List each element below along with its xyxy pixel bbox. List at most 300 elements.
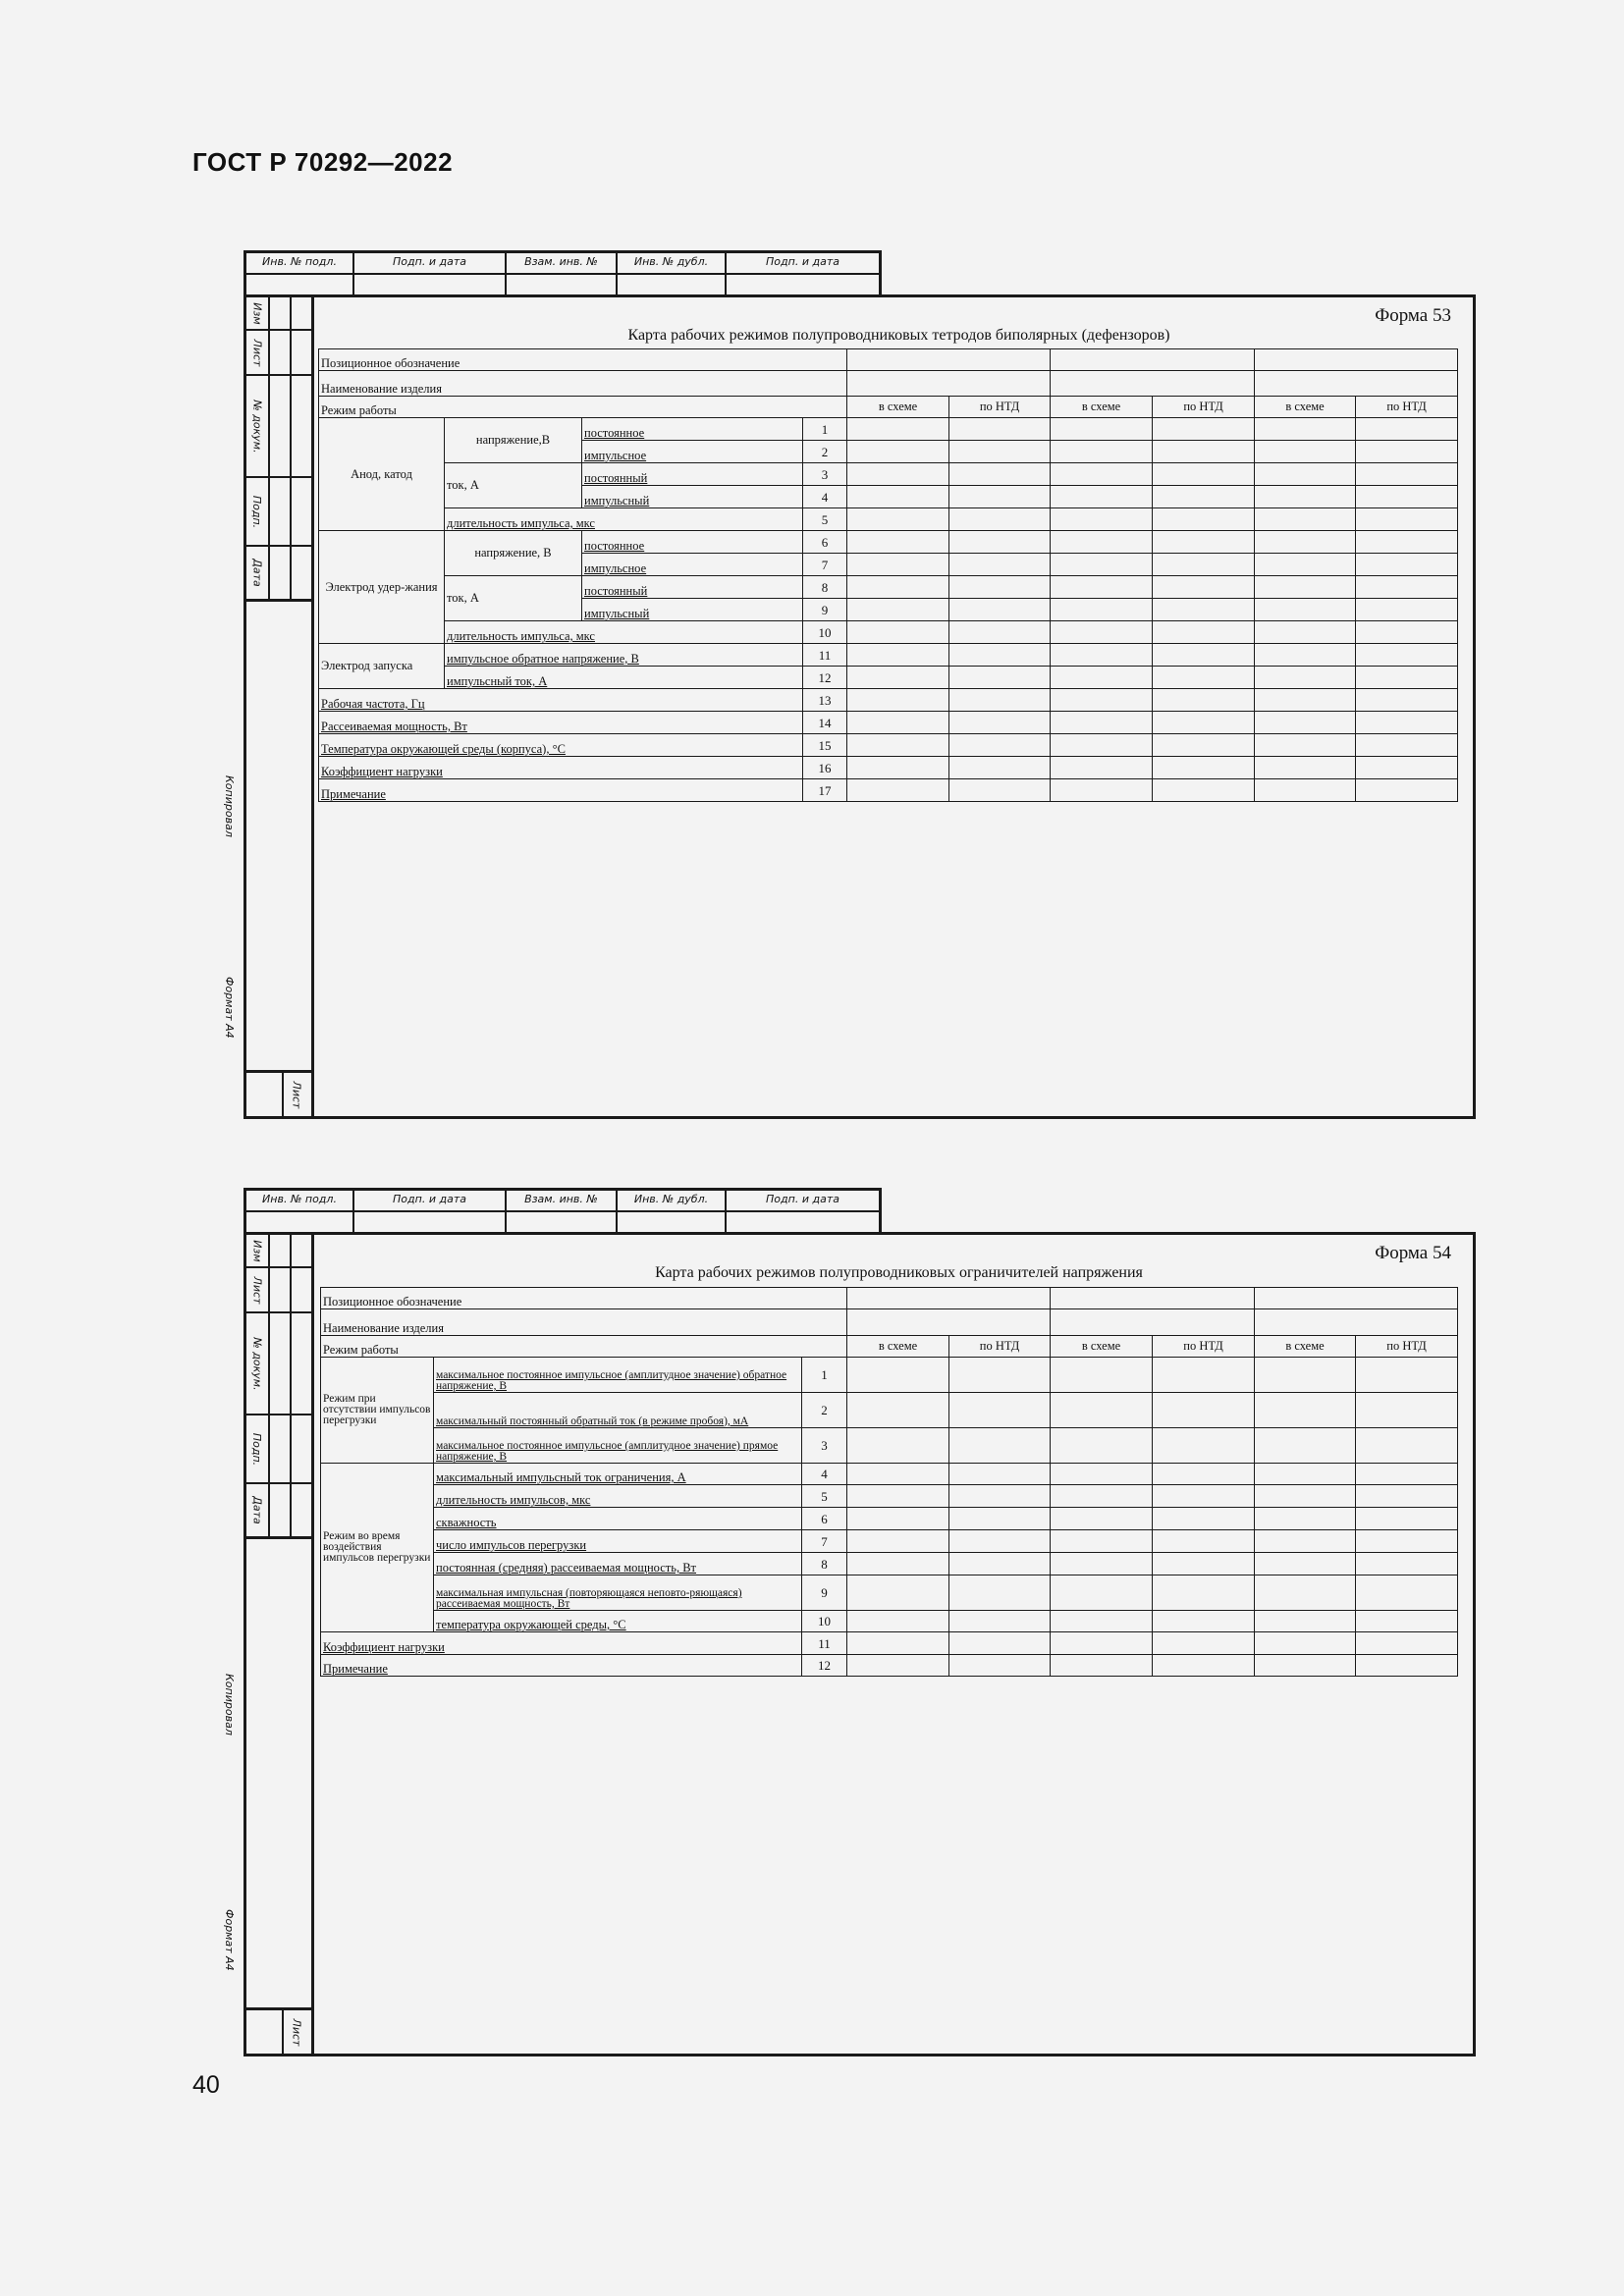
col-header: в схеме [1255, 1336, 1356, 1358]
value-cell[interactable] [1051, 689, 1153, 712]
row-number: 11 [802, 1632, 847, 1655]
margin-row [246, 1235, 311, 1268]
group-label: Анод, катод [319, 418, 445, 531]
value-cell[interactable] [1051, 1530, 1153, 1553]
value-cell[interactable] [949, 1575, 1051, 1611]
value-cell[interactable] [1153, 463, 1255, 486]
stamp-field[interactable] [507, 1210, 618, 1232]
value-cell[interactable] [949, 1464, 1051, 1485]
margin-row [246, 297, 311, 331]
value-cell[interactable] [1051, 441, 1153, 463]
value-cell[interactable] [1051, 644, 1153, 667]
value-cell[interactable] [1153, 734, 1255, 757]
value-cell[interactable] [1153, 1464, 1255, 1485]
value-cell[interactable] [847, 463, 949, 486]
stamp-field[interactable] [727, 1210, 879, 1232]
value-cell[interactable] [1051, 712, 1153, 734]
value-cell[interactable] [949, 554, 1051, 576]
row-number: 9 [803, 599, 847, 621]
col-header: в схеме [1255, 397, 1356, 418]
value-cell[interactable] [847, 1611, 949, 1632]
value-cell[interactable] [1255, 1393, 1356, 1428]
col-header: в схеме [1051, 1336, 1153, 1358]
row-label: постоянная (средняя) рассеиваемая мощность, Вт [434, 1553, 802, 1575]
value-cell[interactable] [847, 621, 949, 644]
value-cell[interactable] [1255, 1655, 1356, 1677]
col-header: по НТД [1356, 1336, 1458, 1358]
value-cell[interactable] [1356, 667, 1458, 689]
value-cell[interactable] [1051, 1508, 1153, 1530]
value-cell[interactable] [1051, 486, 1153, 508]
margin-row [246, 331, 311, 376]
header-cell: Позиционное обозначение [321, 1288, 847, 1309]
value-cell[interactable] [847, 1553, 949, 1575]
row-number: 4 [803, 486, 847, 508]
col-header: по НТД [949, 397, 1051, 418]
value-cell[interactable] [1153, 1553, 1255, 1575]
value-cell[interactable] [1255, 1358, 1356, 1393]
form-title: Карта рабочих режимов полупроводниковых ограничителей напряжения [655, 1264, 1143, 1281]
value-cell[interactable] [1255, 486, 1356, 508]
value-cell[interactable] [847, 712, 949, 734]
value-cell[interactable] [949, 1530, 1051, 1553]
row-number: 8 [803, 576, 847, 599]
group-label: Электрод удер-жания [319, 531, 445, 644]
value-cell[interactable] [1051, 1428, 1153, 1464]
value-cell[interactable] [1153, 418, 1255, 441]
sheet-label: Лист [290, 1081, 303, 1108]
value-cell[interactable] [1356, 689, 1458, 712]
margin-label: Лист [250, 1276, 264, 1304]
value-cell[interactable] [949, 599, 1051, 621]
value-cell[interactable] [1356, 1358, 1458, 1393]
value-cell[interactable] [1051, 621, 1153, 644]
header-cell: Режим работы [319, 397, 847, 418]
value-cell[interactable] [1356, 1655, 1458, 1677]
value-cell[interactable] [949, 644, 1051, 667]
value-cell[interactable] [847, 1530, 949, 1553]
margin-row [246, 478, 311, 547]
value-cell[interactable] [1051, 667, 1153, 689]
value-cell[interactable] [1255, 757, 1356, 779]
value-cell[interactable] [949, 508, 1051, 531]
value-cell[interactable] [949, 1393, 1051, 1428]
value-cell[interactable] [1153, 644, 1255, 667]
value-cell[interactable] [1356, 1393, 1458, 1428]
row-label: температура окружающей среды, °С [434, 1611, 802, 1632]
value-cell[interactable] [847, 1655, 949, 1677]
value-cell[interactable] [1051, 734, 1153, 757]
row-label: импульсное обратное напряжение, В [445, 644, 803, 667]
value-cell[interactable] [1255, 441, 1356, 463]
margin-row [246, 376, 311, 478]
value-cell[interactable] [847, 1575, 949, 1611]
value-cell[interactable] [1356, 1530, 1458, 1553]
stamp-field[interactable] [354, 273, 507, 294]
data-cell[interactable] [1255, 1309, 1458, 1336]
value-cell[interactable] [847, 554, 949, 576]
row-number: 15 [803, 734, 847, 757]
stamp-label: Инв. № подл. [246, 1191, 354, 1210]
value-cell[interactable] [1051, 418, 1153, 441]
value-cell[interactable] [1255, 1464, 1356, 1485]
value-cell[interactable] [1153, 779, 1255, 802]
value-cell[interactable] [949, 734, 1051, 757]
value-cell[interactable] [1255, 1530, 1356, 1553]
row-label: Примечание [319, 779, 803, 802]
row-number: 10 [803, 621, 847, 644]
value-cell[interactable] [1255, 667, 1356, 689]
col-header: в схеме [847, 1336, 949, 1358]
value-cell[interactable] [949, 418, 1051, 441]
stamp-label: Инв. № подл. [246, 253, 354, 273]
sheet-number-box [246, 1070, 311, 1116]
row-label: импульсное [582, 441, 803, 463]
header-cell: Наименование изделия [321, 1309, 847, 1336]
value-cell[interactable] [1356, 734, 1458, 757]
margin-row [246, 1268, 311, 1313]
value-cell[interactable] [1356, 1575, 1458, 1611]
data-cell[interactable] [1051, 1309, 1255, 1336]
value-cell[interactable] [1153, 1655, 1255, 1677]
value-cell[interactable] [1356, 712, 1458, 734]
value-cell[interactable] [847, 1358, 949, 1393]
value-cell[interactable] [949, 779, 1051, 802]
header-cell: Наименование изделия [319, 371, 847, 397]
form-title: Карта рабочих режимов полупроводниковых тетродов биполярных (дефензоров) [627, 327, 1170, 344]
value-cell[interactable] [1255, 644, 1356, 667]
value-cell[interactable] [949, 1485, 1051, 1508]
stamp-label: Подп. и дата [354, 1191, 507, 1210]
row-label: импульсный [582, 599, 803, 621]
value-cell[interactable] [1356, 554, 1458, 576]
value-cell[interactable] [847, 1485, 949, 1508]
value-cell[interactable] [1153, 554, 1255, 576]
value-cell[interactable] [847, 576, 949, 599]
value-cell[interactable] [1255, 1553, 1356, 1575]
row-number: 6 [803, 531, 847, 554]
value-cell[interactable] [1153, 1530, 1255, 1553]
value-cell[interactable] [1356, 508, 1458, 531]
value-cell[interactable] [1255, 1632, 1356, 1655]
margin-label: Подп. [250, 1432, 264, 1466]
value-cell[interactable] [1255, 418, 1356, 441]
value-cell[interactable] [1255, 576, 1356, 599]
value-cell[interactable] [1356, 757, 1458, 779]
value-cell[interactable] [1051, 1464, 1153, 1485]
value-cell[interactable] [1051, 757, 1153, 779]
value-cell[interactable] [1255, 1611, 1356, 1632]
data-cell[interactable] [1051, 1288, 1255, 1309]
value-cell[interactable] [949, 621, 1051, 644]
row-label: длительность импульса, мкс [445, 621, 803, 644]
document-header: ГОСТ Р 70292—2022 [192, 147, 454, 177]
value-cell[interactable] [949, 1508, 1051, 1530]
value-cell[interactable] [847, 689, 949, 712]
row-number: 3 [803, 463, 847, 486]
value-cell[interactable] [1255, 712, 1356, 734]
data-cell[interactable] [847, 1309, 1051, 1336]
copied-label: Копировал [223, 1674, 236, 1735]
stamp-field[interactable] [727, 273, 879, 294]
value-cell[interactable] [1153, 621, 1255, 644]
copied-label: Копировал [223, 775, 236, 837]
stamp-label: Взам. инв. № [507, 1191, 618, 1210]
value-cell[interactable] [1051, 576, 1153, 599]
row-label: Рабочая частота, Гц [319, 689, 803, 712]
row-number: 12 [802, 1655, 847, 1677]
row-number: 5 [802, 1485, 847, 1508]
group-label: Режим во время воздействия импульсов перегрузки [321, 1464, 434, 1632]
value-cell[interactable] [949, 757, 1051, 779]
stamp-label: Подп. и дата [354, 253, 507, 273]
data-cell[interactable] [847, 349, 1051, 371]
form-number: Форма 53 [1375, 305, 1451, 326]
value-cell[interactable] [1153, 531, 1255, 554]
value-cell[interactable] [949, 576, 1051, 599]
sheet-number-field[interactable] [246, 1073, 284, 1116]
value-cell[interactable] [1051, 531, 1153, 554]
value-cell[interactable] [949, 1632, 1051, 1655]
stamp-field[interactable] [354, 1210, 507, 1232]
form-frame [244, 294, 1476, 1119]
margin-label: Подп. [250, 495, 264, 528]
value-cell[interactable] [1255, 463, 1356, 486]
value-cell[interactable] [1051, 1611, 1153, 1632]
value-cell[interactable] [1051, 599, 1153, 621]
value-cell[interactable] [1356, 599, 1458, 621]
col-header: по НТД [1153, 397, 1255, 418]
row-number: 7 [802, 1530, 847, 1553]
stamp-field[interactable] [618, 1210, 727, 1232]
data-cell[interactable] [847, 1288, 1051, 1309]
row-number: 3 [802, 1428, 847, 1464]
data-cell[interactable] [1051, 349, 1255, 371]
value-cell[interactable] [1153, 599, 1255, 621]
row-label: максимальное постоянное импульсное (амплитудное значение) обратное напряжение, В [434, 1358, 802, 1393]
sheet-number-box [246, 2007, 311, 2054]
form-53-table [318, 348, 1458, 802]
value-cell[interactable] [1153, 689, 1255, 712]
row-label: число импульсов перегрузки [434, 1530, 802, 1553]
row-number: 14 [803, 712, 847, 734]
data-cell[interactable] [847, 371, 1051, 397]
row-label: Коэффициент нагрузки [321, 1632, 802, 1655]
value-cell[interactable] [949, 1553, 1051, 1575]
header-cell: Режим работы [321, 1336, 847, 1358]
row-label: максимальный импульсный ток ограничения, А [434, 1464, 802, 1485]
margin-label: Дата [250, 559, 264, 587]
group-label: Электрод запуска [319, 644, 445, 689]
value-cell[interactable] [1356, 486, 1458, 508]
value-cell[interactable] [1153, 441, 1255, 463]
value-cell[interactable] [1051, 1393, 1153, 1428]
value-cell[interactable] [847, 1632, 949, 1655]
row-number: 6 [802, 1508, 847, 1530]
subgroup-label: ток, А [445, 576, 582, 621]
subgroup-label: напряжение,В [445, 418, 582, 463]
value-cell[interactable] [949, 667, 1051, 689]
stamp-label: Инв. № дубл. [618, 1191, 727, 1210]
value-cell[interactable] [949, 689, 1051, 712]
value-cell[interactable] [847, 644, 949, 667]
data-cell[interactable] [1255, 371, 1458, 397]
form-54-sheet [0, 1188, 1624, 2110]
value-cell[interactable] [1356, 621, 1458, 644]
value-cell[interactable] [847, 1393, 949, 1428]
header-cell: Позиционное обозначение [319, 349, 847, 371]
value-cell[interactable] [1255, 554, 1356, 576]
row-number: 4 [802, 1464, 847, 1485]
value-cell[interactable] [847, 1508, 949, 1530]
row-label: максимальная импульсная (повторяющаяся неповто-ряющаяся) рассеиваемая мощность, Вт [434, 1575, 802, 1611]
margin-label: Дата [250, 1496, 264, 1524]
value-cell[interactable] [949, 1655, 1051, 1677]
value-cell[interactable] [847, 531, 949, 554]
stamp-label: Подп. и дата [766, 1193, 839, 1205]
margin-label: № докум. [250, 399, 264, 454]
value-cell[interactable] [1255, 621, 1356, 644]
value-cell[interactable] [1153, 1358, 1255, 1393]
value-cell[interactable] [847, 779, 949, 802]
approval-stamp [244, 250, 882, 297]
value-cell[interactable] [1051, 779, 1153, 802]
value-cell[interactable] [847, 1464, 949, 1485]
value-cell[interactable] [1051, 1655, 1153, 1677]
value-cell[interactable] [1255, 734, 1356, 757]
value-cell[interactable] [1153, 486, 1255, 508]
value-cell[interactable] [1255, 508, 1356, 531]
margin-label: Изм [250, 1239, 264, 1262]
margin-row [246, 547, 311, 602]
value-cell[interactable] [1356, 1611, 1458, 1632]
margin-strip [246, 1235, 314, 2054]
value-cell[interactable] [1356, 1508, 1458, 1530]
value-cell[interactable] [1051, 1575, 1153, 1611]
value-cell[interactable] [949, 531, 1051, 554]
data-cell[interactable] [1255, 349, 1458, 371]
value-cell[interactable] [1153, 576, 1255, 599]
row-label: Примечание [321, 1655, 802, 1677]
stamp-field[interactable] [246, 273, 354, 294]
row-label: длительность импульса, мкс [445, 508, 803, 531]
value-cell[interactable] [847, 441, 949, 463]
value-cell[interactable] [1356, 1553, 1458, 1575]
value-cell[interactable] [1356, 1428, 1458, 1464]
col-header: по НТД [1356, 397, 1458, 418]
data-cell[interactable] [1255, 1288, 1458, 1309]
row-number: 7 [803, 554, 847, 576]
value-cell[interactable] [1153, 1485, 1255, 1508]
value-cell[interactable] [1051, 554, 1153, 576]
value-cell[interactable] [1051, 1358, 1153, 1393]
value-cell[interactable] [1051, 1485, 1153, 1508]
value-cell[interactable] [1255, 1575, 1356, 1611]
stamp-field[interactable] [507, 273, 618, 294]
value-cell[interactable] [1153, 1611, 1255, 1632]
value-cell[interactable] [847, 667, 949, 689]
form-number: Форма 54 [1375, 1243, 1451, 1263]
approval-stamp [244, 1188, 882, 1235]
value-cell[interactable] [1255, 689, 1356, 712]
value-cell[interactable] [949, 1358, 1051, 1393]
value-cell[interactable] [1255, 1508, 1356, 1530]
row-number: 16 [803, 757, 847, 779]
stamp-field[interactable] [618, 273, 727, 294]
sheet-label: Лист [290, 2018, 303, 2046]
value-cell[interactable] [1255, 599, 1356, 621]
value-cell[interactable] [847, 599, 949, 621]
value-cell[interactable] [1153, 667, 1255, 689]
value-cell[interactable] [1153, 1393, 1255, 1428]
value-cell[interactable] [1356, 418, 1458, 441]
value-cell[interactable] [847, 418, 949, 441]
row-number: 12 [803, 667, 847, 689]
row-label: Коэффициент нагрузки [319, 757, 803, 779]
value-cell[interactable] [1356, 531, 1458, 554]
page-number: 40 [192, 2071, 220, 2099]
value-cell[interactable] [847, 734, 949, 757]
value-cell[interactable] [1356, 644, 1458, 667]
value-cell[interactable] [1153, 508, 1255, 531]
value-cell[interactable] [1153, 757, 1255, 779]
value-cell[interactable] [847, 757, 949, 779]
row-number: 11 [803, 644, 847, 667]
value-cell[interactable] [1153, 712, 1255, 734]
value-cell[interactable] [949, 1428, 1051, 1464]
value-cell[interactable] [1051, 463, 1153, 486]
value-cell[interactable] [1153, 1575, 1255, 1611]
value-cell[interactable] [1356, 576, 1458, 599]
value-cell[interactable] [949, 712, 1051, 734]
value-cell[interactable] [847, 508, 949, 531]
value-cell[interactable] [847, 486, 949, 508]
row-label: постоянное [582, 531, 803, 554]
data-cell[interactable] [1051, 371, 1255, 397]
sheet-number-field[interactable] [246, 2010, 284, 2054]
value-cell[interactable] [1356, 1464, 1458, 1485]
value-cell[interactable] [949, 486, 1051, 508]
row-number: 13 [803, 689, 847, 712]
value-cell[interactable] [1051, 1553, 1153, 1575]
row-label: длительность импульсов, мкс [434, 1485, 802, 1508]
value-cell[interactable] [1356, 1632, 1458, 1655]
form-53-sheet [0, 250, 1624, 1173]
value-cell[interactable] [1255, 779, 1356, 802]
value-cell[interactable] [1356, 463, 1458, 486]
value-cell[interactable] [949, 1611, 1051, 1632]
value-cell[interactable] [949, 441, 1051, 463]
value-cell[interactable] [847, 1428, 949, 1464]
row-label: импульсное [582, 554, 803, 576]
col-header: по НТД [1153, 1336, 1255, 1358]
value-cell[interactable] [1051, 508, 1153, 531]
value-cell[interactable] [1153, 1428, 1255, 1464]
value-cell[interactable] [1255, 531, 1356, 554]
value-cell[interactable] [1051, 1632, 1153, 1655]
value-cell[interactable] [949, 463, 1051, 486]
row-number: 2 [802, 1393, 847, 1428]
value-cell[interactable] [1356, 779, 1458, 802]
value-cell[interactable] [1356, 441, 1458, 463]
value-cell[interactable] [1153, 1632, 1255, 1655]
value-cell[interactable] [1255, 1428, 1356, 1464]
row-label: импульсный [582, 486, 803, 508]
stamp-field[interactable] [246, 1210, 354, 1232]
value-cell[interactable] [1255, 1485, 1356, 1508]
value-cell[interactable] [1356, 1485, 1458, 1508]
value-cell[interactable] [1153, 1508, 1255, 1530]
